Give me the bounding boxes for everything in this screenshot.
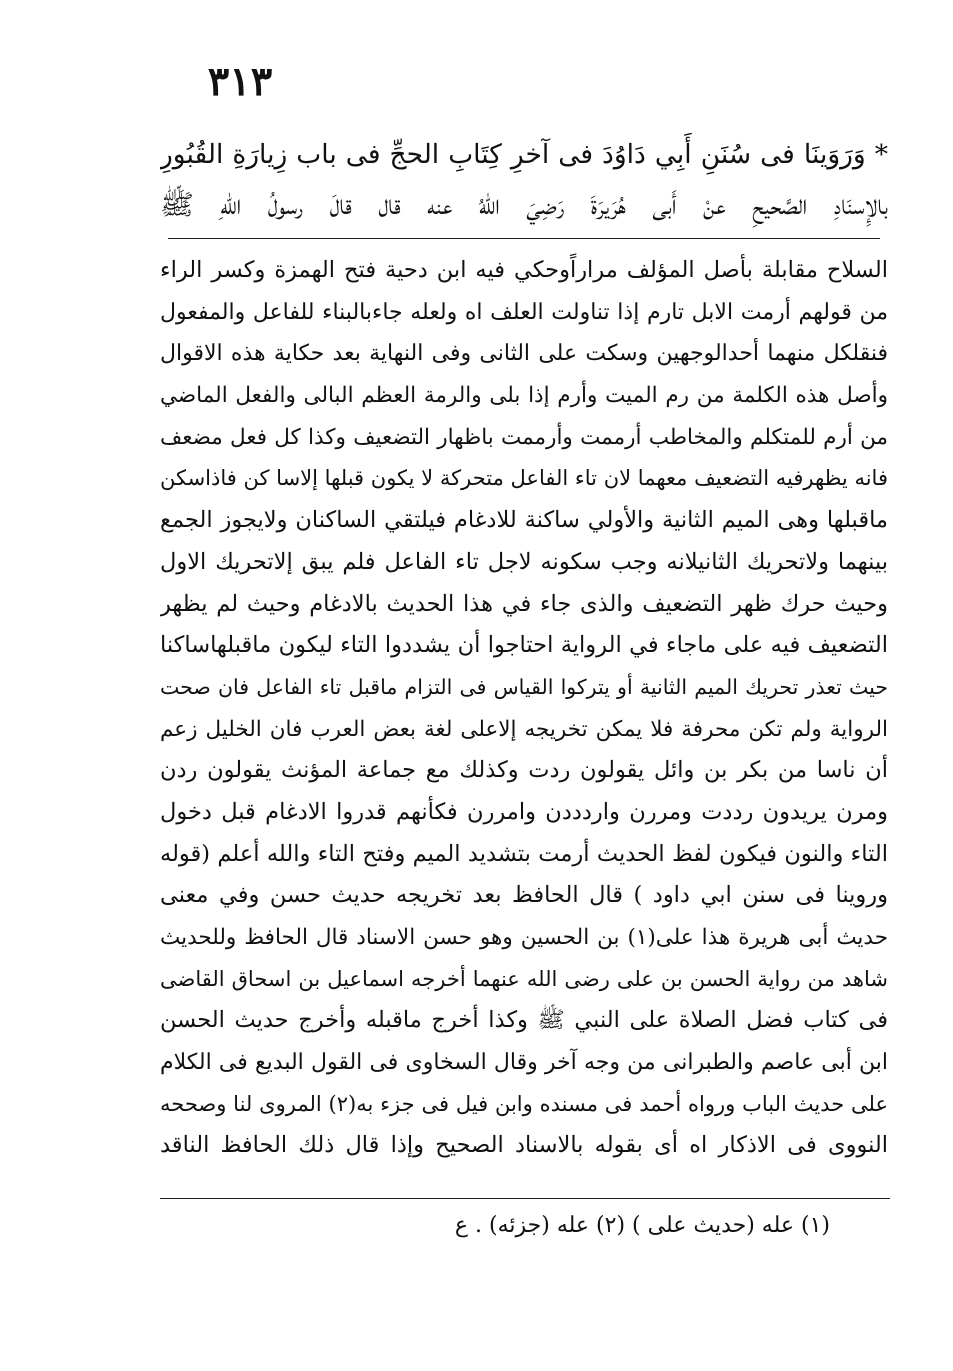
- commentary-line: أن ناسا من بكر بن وائل يقولون ردت وكذلك مع جماعة المؤنث يقولون ردن: [160, 757, 888, 784]
- commentary-line: حديث أبى هريرة هذا على(١) بن الحسين وهو حسن الاسناد قال الحافظ وللحديث: [160, 925, 888, 950]
- commentary-line: فى كتاب فضل الصلاة على النبي ﷺ وكذا أخرج ماقبله وأخرج حديث الحسن: [160, 1007, 888, 1034]
- commentary-line: وحيث حرك ظهر التضعيف والذى جاء في هذا الحديث بالادغام وحيث لم يظهر: [160, 590, 888, 617]
- commentary-line: التاء والنون فيكون لفظ الحديث أرمت بتشديد الميم وفتح التاء والله أعلم (قوله: [160, 840, 888, 867]
- commentary-line: فانه يظهرفيه التضعيف معهما لان تاء الفاعل متحركة لا يكون قبلها إلاسا كن فاذاسكن: [160, 466, 888, 491]
- commentary-line: وأصل هذه الكلمة من رم الميت وأرم إذا بلى والرمة العظم البالى والفعل الماضي: [160, 383, 888, 409]
- commentary-line: وروينا فى سنن ابي داود ) قال الحافظ بعد تخريجه حديث حسن وفي معنى: [160, 882, 888, 909]
- commentary-line: الرواية ولم تكن محرفة فلا يمكن تخريجه إلاعلى لغة بعض العرب فان الخليل زعم: [160, 716, 888, 742]
- commentary-line: بينهما ولاتحريك الثانيلانه وجب سكونه لاجل تاء الفاعل فلم يبق إلاتحريك الاول: [160, 548, 888, 575]
- commentary-line: ماقبلها وهى الميم الثانية والأولي ساكنة للادغام فيلتقي الساكنان ولايجوز الجمع: [160, 507, 888, 534]
- commentary-line: ابن أبى عاصم والطبرانى من وجه آخر وقال السخاوى فى القول البديع فى الكلام: [160, 1050, 888, 1076]
- commentary-line: شاهد من رواية الحسن بن على رضى الله عنهما أخرجه اسماعيل بن اسحاق القاضى: [160, 966, 888, 991]
- footnote-divider: [160, 1198, 890, 1199]
- page-number: ٣١٣: [207, 58, 273, 105]
- footnotes: (١) عله (حديث على ) (٢) عله (جزئه) . ع: [454, 1213, 830, 1238]
- commentary-line: السلاح مقابلة بأصل المؤلف مراراًوحكي فيه ابن دحية فتح الهمزة وكسر الراء: [160, 257, 888, 283]
- commentary-line: التضعيف فيه على ماجاء في الرواية احتاجوا أن يشددوا التاء ليكون ماقبلهاساكنا: [160, 632, 888, 659]
- main-text: [160, 130, 888, 230]
- commentary-text: [160, 250, 888, 1167]
- commentary-line: النووى فى الاذكار اه أى بقوله بالاسناد الصحيح وإذا قال ذلك الحافظ الناقد: [160, 1132, 888, 1159]
- commentary-line: على حديث الباب ورواه أحمد فى مسنده وابن فيل فى جزء به(٢) المروى لنا وصححه: [160, 1091, 888, 1116]
- commentary-line: حيث تعذر تحريك الميم الثانية أو يتركوا القياس فى التزام ماقبل تاء الفاعل فان صحت: [160, 674, 888, 699]
- commentary-line: فنقلكل منهما أحدالوجهين وسكت على الثانى وفى النهاية بعد حكاية هذه الاقوال: [160, 341, 888, 367]
- commentary-line: ومرن يريدون رددت ومررن واردددن وامررن فكأنهم قدروا الادغام قبل دخول: [160, 798, 888, 825]
- main-text-line: بالإِسنَادِ الصَّحيحِ عنْ أَبى هُرَيرَةَ رَضِيَ اللهُ عنه قال قالَ رسولُ اللهِ ﷺ: [160, 188, 888, 221]
- main-text-line: * وَرَوَينَا فى سُنَنِ أَبِي دَاوُدَ فى آخرِ كِتَابِ الحجِّ فى باب زِيارَةِ القُبُورِ: [160, 139, 888, 170]
- section-divider: [168, 238, 880, 239]
- commentary-line: من قولهم أرمت الابل تارم إذا تناولت العلف اه ولعله جاءبالبناء للفاعل والمفعول: [160, 299, 888, 325]
- commentary-line: من أرم للمتكلم والمخاطب أرممت وأرممت باظهار التضعيف وكذا كل فعل مضعف: [160, 424, 888, 450]
